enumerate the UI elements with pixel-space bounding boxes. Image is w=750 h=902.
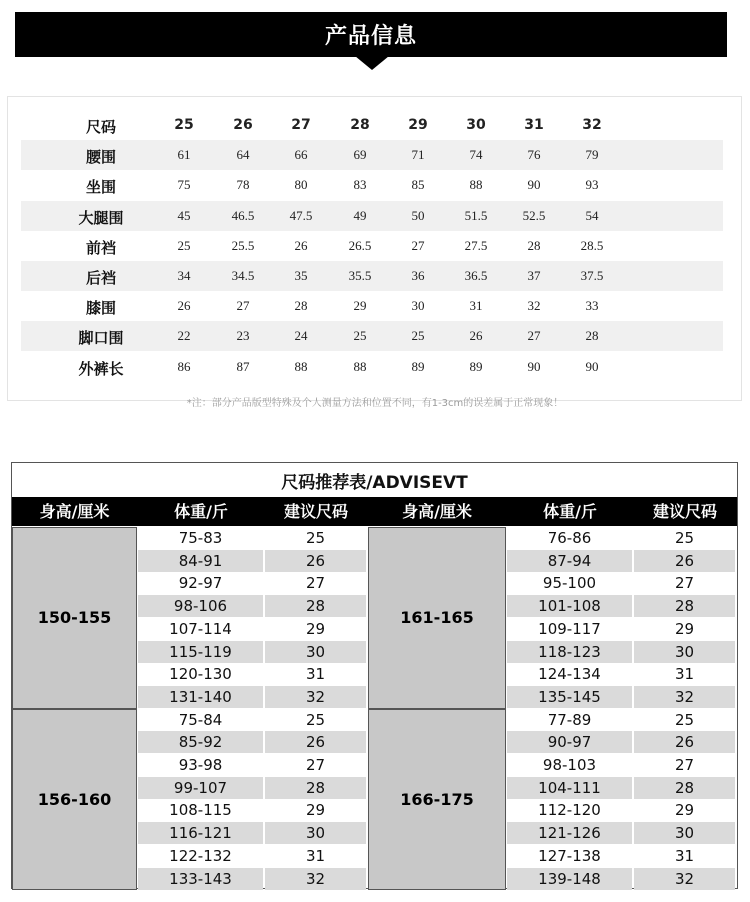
measure-value: 61 [177, 147, 191, 163]
size-header-row [21, 110, 723, 140]
measure-value: 27 [527, 328, 541, 344]
size-header-label: 尺码 [85, 118, 116, 136]
weight-range-cell: 116-121 [138, 822, 263, 844]
size-measure-row [21, 201, 723, 231]
size-header-cell: 26 [233, 117, 253, 133]
weight-range-cell: 115-119 [138, 641, 263, 663]
suggested-size-cell: 29 [265, 799, 366, 821]
suggested-size-cell: 31 [634, 663, 735, 685]
weight-range-cell: 127-138 [507, 845, 632, 867]
size-header-cell: 32 [582, 117, 602, 133]
size-info-card [7, 96, 742, 401]
weight-range-cell: 84-91 [138, 550, 263, 572]
measure-label: 后裆 [85, 269, 116, 287]
suggested-size-cell: 27 [634, 754, 735, 776]
measure-value: 66 [294, 147, 308, 163]
measure-value: 46.5 [231, 207, 255, 223]
size-measure-row [21, 321, 723, 351]
measure-value: 25 [177, 237, 191, 253]
size-recommendation-table [11, 462, 738, 889]
weight-range-cell: 122-132 [138, 845, 263, 867]
measure-value: 51.5 [464, 207, 488, 223]
suggested-size-cell: 30 [265, 641, 366, 663]
recommendation-title: 尺码推荐表/ADVISEVT [281, 472, 468, 493]
recommend-row [12, 618, 737, 641]
suggested-size-cell: 25 [634, 527, 735, 549]
measure-value: 87 [236, 358, 250, 374]
measure-label: 腰围 [85, 148, 116, 167]
recommendation-header-row [12, 497, 737, 526]
suggested-size-cell: 31 [265, 663, 366, 685]
measure-value: 36.5 [464, 268, 488, 283]
measure-value: 26.5 [348, 237, 372, 253]
suggested-size-cell: 29 [634, 618, 735, 640]
measurement-note: *注：部分产品版型特殊及个人测量方法和位置不同，有1-3cm的误差属于正常现象！ [186, 398, 564, 409]
recommend-row [12, 527, 737, 550]
measure-value: 75 [177, 177, 191, 193]
height-range-cell: 156-160 [12, 709, 137, 891]
recommend-row [12, 686, 737, 709]
weight-range-cell: 76-86 [507, 527, 632, 549]
weight-range-cell: 93-98 [138, 754, 263, 776]
weight-range-cell: 124-134 [507, 663, 632, 685]
size-header-cell: 31 [524, 117, 544, 133]
measure-value: 31 [469, 298, 483, 314]
weight-range-cell: 98-106 [138, 595, 263, 617]
banner-arrow [355, 56, 389, 70]
suggested-size-cell: 26 [265, 731, 366, 753]
size-measure-row [21, 352, 723, 382]
weight-range-cell: 135-145 [507, 686, 632, 708]
measure-value: 78 [236, 177, 250, 193]
suggested-size-cell: 32 [265, 868, 366, 890]
measure-value: 30 [411, 298, 425, 314]
suggested-size-cell: 29 [634, 799, 735, 821]
suggested-size-cell: 27 [265, 572, 366, 594]
suggested-size-cell: 30 [634, 641, 735, 663]
measure-value: 24 [294, 328, 308, 344]
weight-range-cell: 107-114 [138, 618, 263, 640]
recommend-row [12, 868, 737, 891]
measure-value: 89 [411, 358, 425, 374]
measure-value: 71 [411, 147, 425, 163]
weight-range-cell: 98-103 [507, 754, 632, 776]
measure-value: 69 [353, 147, 367, 163]
recommend-row [12, 663, 737, 686]
measure-value: 25 [353, 328, 367, 344]
measure-value: 37.5 [580, 268, 604, 283]
recommend-row [12, 550, 737, 573]
recommend-row [12, 709, 737, 732]
measure-value: 64 [236, 147, 250, 163]
measure-value: 90 [527, 177, 541, 193]
suggested-size-cell: 25 [265, 709, 366, 731]
measure-value: 27 [411, 237, 425, 253]
header-cell: 体重/斤 [543, 502, 597, 521]
measure-value: 50 [411, 207, 425, 223]
measure-value: 26 [469, 328, 483, 344]
height-range-cell: 166-175 [368, 709, 506, 891]
measure-value: 27.5 [464, 237, 488, 253]
measure-value: 27 [236, 298, 250, 314]
measure-value: 34 [177, 268, 191, 283]
suggested-size-cell: 28 [634, 595, 735, 617]
suggested-size-cell: 32 [265, 686, 366, 708]
weight-range-cell: 139-148 [507, 868, 632, 890]
header-cell: 体重/斤 [174, 502, 228, 521]
measure-value: 29 [353, 298, 367, 314]
measure-value: 76 [527, 147, 541, 163]
weight-range-cell: 112-120 [507, 799, 632, 821]
weight-range-cell: 77-89 [507, 709, 632, 731]
measure-value: 25 [411, 328, 425, 344]
recommend-row [12, 754, 737, 777]
suggested-size-cell: 25 [265, 527, 366, 549]
measure-value: 52.5 [522, 207, 546, 223]
recommend-row [12, 845, 737, 868]
measure-label: 坐围 [85, 178, 116, 197]
size-measure-row [21, 170, 723, 200]
measure-label: 大腿围 [78, 208, 124, 227]
measure-value: 36 [411, 268, 425, 283]
measure-value: 45 [177, 207, 191, 223]
suggested-size-cell: 26 [634, 550, 735, 572]
suggested-size-cell: 28 [265, 595, 366, 617]
weight-range-cell: 75-83 [138, 527, 263, 549]
size-measure-row [21, 291, 723, 321]
measure-value: 35.5 [348, 268, 372, 283]
size-measure-row [21, 140, 723, 170]
measure-value: 35 [294, 268, 308, 283]
recommend-row [12, 731, 737, 754]
measure-value: 88 [294, 358, 308, 374]
measure-value: 28 [527, 237, 541, 253]
size-header-cell: 30 [466, 117, 486, 133]
size-header-cell: 28 [350, 117, 370, 133]
height-range-cell: 161-165 [368, 527, 506, 709]
measure-value: 33 [585, 298, 599, 314]
suggested-size-cell: 30 [265, 822, 366, 844]
weight-range-cell: 101-108 [507, 595, 632, 617]
measure-value: 79 [585, 147, 599, 163]
weight-range-cell: 109-117 [507, 618, 632, 640]
measure-value: 28 [294, 298, 308, 314]
measure-label: 前裆 [85, 238, 116, 257]
recommend-row [12, 822, 737, 845]
weight-range-cell: 99-107 [138, 777, 263, 799]
suggested-size-cell: 28 [265, 777, 366, 799]
measure-value: 23 [236, 328, 250, 344]
suggested-size-cell: 25 [634, 709, 735, 731]
measure-value: 85 [411, 177, 425, 193]
suggested-size-cell: 31 [265, 845, 366, 867]
measure-label: 外裤长 [78, 359, 124, 378]
weight-range-cell: 92-97 [138, 572, 263, 594]
product-info-banner [15, 12, 727, 57]
measure-value: 47.5 [289, 207, 313, 223]
weight-range-cell: 75-84 [138, 709, 263, 731]
measure-value: 28 [585, 328, 599, 344]
weight-range-cell: 104-111 [507, 777, 632, 799]
suggested-size-cell: 26 [634, 731, 735, 753]
weight-range-cell: 90-97 [507, 731, 632, 753]
measure-value: 80 [294, 177, 308, 193]
measure-value: 83 [353, 177, 367, 193]
measure-value: 90 [585, 358, 599, 374]
measure-value: 49 [353, 207, 367, 223]
weight-range-cell: 118-123 [507, 641, 632, 663]
measure-value: 26 [177, 298, 191, 314]
weight-range-cell: 120-130 [138, 663, 263, 685]
measure-value: 74 [469, 147, 483, 163]
measure-value: 25.5 [231, 237, 255, 253]
measure-value: 54 [585, 207, 599, 223]
suggested-size-cell: 30 [634, 822, 735, 844]
size-measure-row [21, 231, 723, 261]
weight-range-cell: 87-94 [507, 550, 632, 572]
header-cell: 身高/厘米 [402, 502, 472, 521]
header-cell: 建议尺码 [283, 502, 348, 521]
measure-value: 90 [527, 358, 541, 374]
header-cell: 建议尺码 [652, 502, 717, 521]
weight-range-cell: 85-92 [138, 731, 263, 753]
size-header-cell: 29 [408, 117, 428, 133]
height-range-cell: 150-155 [12, 527, 137, 709]
measure-value: 34.5 [231, 268, 255, 283]
measure-label: 脚口围 [78, 329, 124, 348]
suggested-size-cell: 26 [265, 550, 366, 572]
measure-value: 26 [294, 237, 308, 253]
measure-value: 32 [527, 298, 541, 314]
size-measure-row [21, 261, 723, 291]
recommend-row [12, 572, 737, 595]
suggested-size-cell: 28 [634, 777, 735, 799]
suggested-size-cell: 27 [634, 572, 735, 594]
suggested-size-cell: 32 [634, 868, 735, 890]
weight-range-cell: 133-143 [138, 868, 263, 890]
recommend-row [12, 595, 737, 618]
measure-value: 28.5 [580, 237, 604, 253]
weight-range-cell: 95-100 [507, 572, 632, 594]
suggested-size-cell: 27 [265, 754, 366, 776]
measure-label: 膝围 [85, 299, 116, 318]
measure-value: 88 [353, 358, 367, 374]
size-header-cell: 25 [174, 117, 194, 133]
recommend-row [12, 777, 737, 800]
suggested-size-cell: 32 [634, 686, 735, 708]
recommend-row [12, 799, 737, 822]
measure-value: 22 [177, 328, 191, 344]
measure-value: 93 [585, 177, 599, 193]
measure-value: 89 [469, 358, 483, 374]
weight-range-cell: 108-115 [138, 799, 263, 821]
suggested-size-cell: 29 [265, 618, 366, 640]
size-header-cell: 27 [291, 117, 311, 133]
banner-title: 产品信息 [324, 24, 417, 49]
measure-value: 86 [177, 358, 191, 374]
suggested-size-cell: 31 [634, 845, 735, 867]
measure-value: 37 [527, 268, 541, 283]
measure-value: 88 [469, 177, 483, 193]
header-cell: 身高/厘米 [39, 502, 110, 521]
weight-range-cell: 121-126 [507, 822, 632, 844]
weight-range-cell: 131-140 [138, 686, 263, 708]
recommend-row [12, 641, 737, 664]
